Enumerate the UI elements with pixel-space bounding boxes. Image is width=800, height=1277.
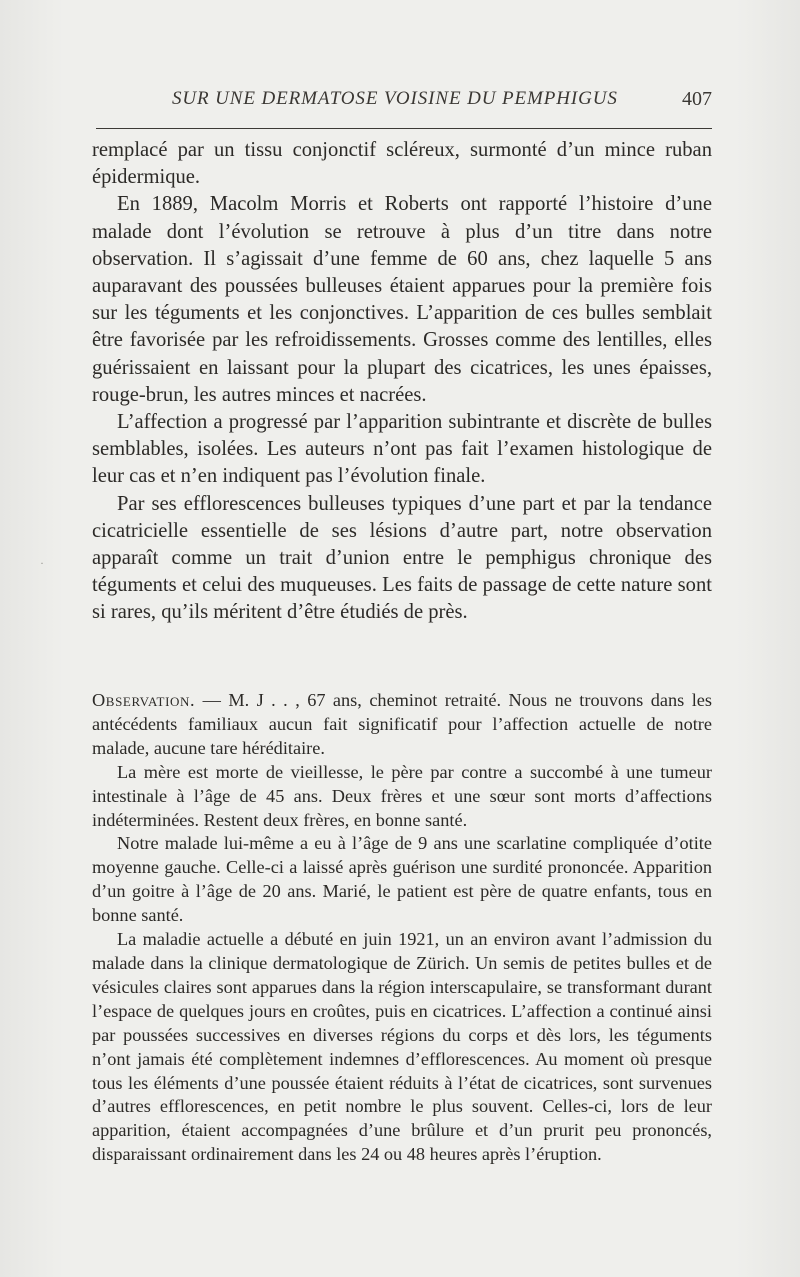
paragraph: remplacé par un tissu conjonctif scléreux, surmonté d’un mince ruban épidermique. (92, 139, 712, 189)
main-text (92, 137, 712, 627)
header-rule (96, 128, 712, 129)
margin-mark: · (40, 556, 44, 570)
running-header (96, 88, 712, 118)
observation-paragraph: La maladie actuelle a débuté en juin 1921, un an environ avant l’admission du malade dans la clinique dermatologique de Zürich. Un semis de petites bulles et de vésicules claires sont apparues dans la région interscapulaire, se transformant durant l’espace de quelques jours en croûtes, puis en cicatrices. L’affection a continué ainsi par poussées successives en diverses régions du corps et dès lors, les téguments n’ont jamais été complètement indemnes d’efflorescences. Au moment où presque tous les éléments d’une poussée étaient réduits à l’état de cicatrices, sont survenues d’autres efflorescences, en petit nombre le plus souvent. Celles-ci, lors de leur apparition, étaient accompagnées d’une brûlure et d’un prurit peu prononcés, disparaissant ordinairement dans les 24 ou 48 heures après l’éruption. (92, 929, 712, 1165)
page-number: 407 (682, 88, 712, 110)
observation-intro (92, 689, 712, 761)
running-title: SUR UNE DERMATOSE VOISINE DU PEMPHIGUS (172, 88, 618, 109)
observation-paragraph: Notre malade lui-même a eu à l’âge de 9 ans une scarlatine compliquée d’otite moyenne gauche. Celle-ci a laissé après guérison une surdité prononcée. Apparition d’un goitre à l’âge de 20 ans. Marié, le patient est père de quatre enfants, tous en bonne santé. (92, 833, 712, 926)
paragraph: En 1889, Macolm Morris et Roberts ont rapporté l’histoire d’une malade dont l’évolution se retrouve à plus d’un titre dans notre observation. Il s’agissait d’une femme de 60 ans, chez laquelle 5 ans auparavant des poussées bulleuses étaient apparues pour la première fois sur les téguments et les conjonctives. L’apparition de ces bulles semblait être favorisée par les refroidissements. Grosses comme des lentilles, elles guérissaient en laissant pour la plupart des cicatrices, les unes épaisses, rouge-brun, les autres minces et nacrées. (92, 193, 712, 406)
observation-label: Observation. (92, 690, 196, 710)
observation-intro-text: — M. J . . , 67 ans, cheminot retraité. Nous ne trouvons dans les antécédents familiaux aucun fait significatif pour l’affection actuelle de notre malade, aucune tare héréditaire. (92, 690, 712, 758)
observation-section (92, 689, 712, 1167)
observation-paragraph: La mère est morte de vieillesse, le père par contre a succombé à une tumeur intestinale à l’âge de 45 ans. Deux frères et une sœur sont morts d’affections indéterminées. Restent deux frères, en bonne santé. (92, 761, 712, 830)
paragraph: Par ses efflorescences bulleuses typiques d’une part et par la tendance cicatricielle essentielle de ses lésions d’autre part, notre observation apparaît comme un trait d’union entre le pemphigus chronique des téguments et celui des muqueuses. Les faits de passage de cette nature sont si rares, qu’ils méritent d’être étudiés de près. (92, 492, 712, 624)
paragraph: L’affection a progressé par l’apparition subintrante et discrète de bulles semblables, isolées. Les auteurs n’ont pas fait l’examen histologique de leur cas et n’en indiquent pas l’évolution finale. (92, 411, 712, 488)
